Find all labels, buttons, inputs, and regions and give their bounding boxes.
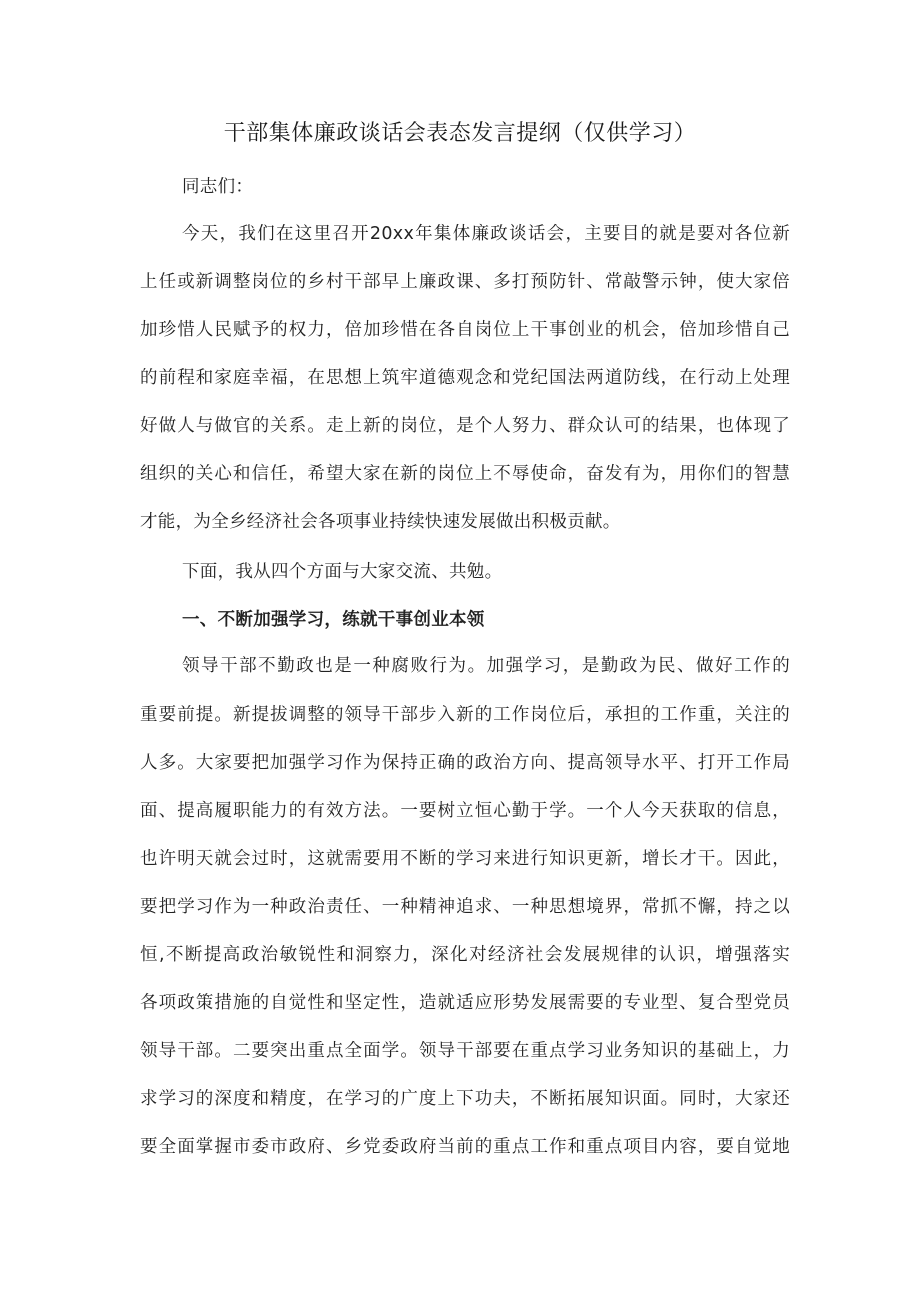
paragraph-line: 才能，为全乡经济社会各项事业持续快速发展做出积极贡献。: [140, 512, 621, 532]
paragraph-line: 恒,不断提高政治敏锐性和洞察力，深化对经济社会发展规律的认识，增强落实: [140, 945, 790, 965]
paragraph-line: 要把学习作为一种政治责任、一种精神追求、一种思想境界，常抓不懈，持之以: [140, 897, 790, 917]
paragraph-line: 领导干部不勤政也是一种腐败行为。加强学习，是勤政为民、做好工作的: [182, 656, 790, 676]
paragraph-line: 上任或新调整岗位的乡村干部早上廉政课、多打预防针、常敲警示钟，使大家倍: [140, 272, 790, 292]
paragraph-line: 也许明天就会过时，这就需要用不断的学习来进行知识更新，增长才干。因此，: [140, 849, 790, 869]
paragraph-line: 人多。大家要把加强学习作为保持正确的政治方向、提高领导水平、打开工作局: [140, 753, 790, 773]
paragraph-line: 今天，我们在这里召开20xx年集体廉政谈话会，主要目的就是要对各位新: [182, 224, 790, 244]
paragraph-line: 好做人与做官的关系。走上新的岗位，是个人努力、群众认可的结果，也体现了: [140, 416, 790, 436]
salutation: 同志们：: [182, 177, 254, 197]
paragraph-line: 面、提高履职能力的有效方法。一要树立恒心勤于学。一个人今天获取的信息，: [140, 801, 790, 821]
paragraph-line: 的前程和家庭幸福，在思想上筑牢道德观念和党纪国法两道防线，在行动上处理: [140, 368, 790, 388]
paragraph-line: 组织的关心和信任，希望大家在新的岗位上不辱使命，奋发有为，用你们的智慧: [140, 464, 790, 484]
document-title: 干部集体廉政谈话会表态发言提纲（仅供学习）: [223, 121, 697, 146]
paragraph-line: 要全面掌握市委市政府、乡党委政府当前的重点工作和重点项目内容，要自觉地: [140, 1137, 790, 1157]
paragraph-line: 重要前提。新提拔调整的领导干部步入新的工作岗位后，承担的工作重，关注的: [140, 705, 790, 725]
section-heading: 一、不断加强学习，练就干事创业本领: [182, 610, 485, 630]
paragraph-line: 求学习的深度和精度，在学习的广度上下功夫，不断拓展知识面。同时，大家还: [140, 1089, 790, 1109]
paragraph-line: 加珍惜人民赋予的权力，倍加珍惜在各自岗位上干事创业的机会，倍加珍惜自己: [140, 320, 790, 340]
paragraph-line: 各项政策措施的自觉性和坚定性，造就适应形势发展需要的专业型、复合型党员: [140, 993, 790, 1013]
paragraph-line: 下面，我从四个方面与大家交流、共勉。: [182, 562, 503, 582]
paragraph-line: 领导干部。二要突出重点全面学。领导干部要在重点学习业务知识的基础上，力: [140, 1041, 790, 1061]
